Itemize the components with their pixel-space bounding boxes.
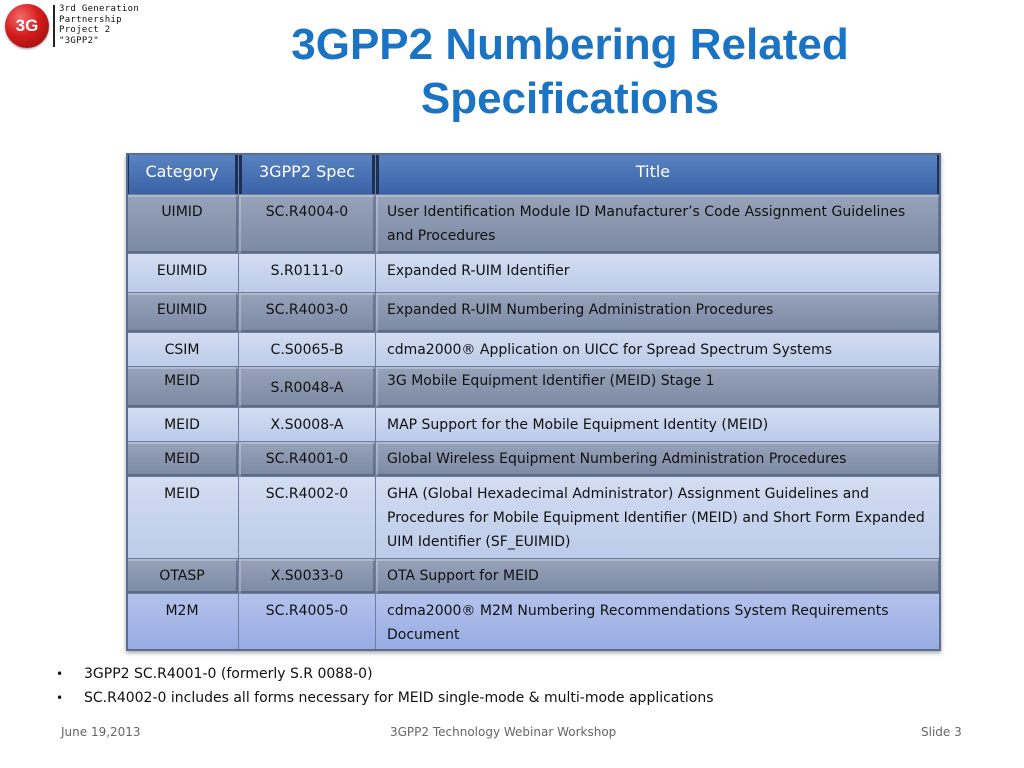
logo-divider xyxy=(53,5,55,47)
spec-cell: SC.R4003-0 xyxy=(239,293,376,333)
category-cell: M2M xyxy=(126,594,239,651)
list-item xyxy=(56,662,714,686)
title-cell: User Identification Module ID Manufacturer’s Code Assignment Guidelines and Procedures xyxy=(376,195,941,254)
logo-line: 3rd Generation xyxy=(59,4,140,14)
header-spec: 3GPP2 Spec xyxy=(239,153,376,195)
category-cell: CSIM xyxy=(126,333,239,367)
category-cell: MEID xyxy=(126,442,239,477)
logo-mark: 3G xyxy=(5,4,49,48)
category-cell: MEID xyxy=(126,477,239,559)
logo-line: "3GPP2" xyxy=(59,35,100,46)
table-frame xyxy=(126,153,941,651)
footer-center: 3GPP2 Technology Webinar Workshop xyxy=(390,725,617,739)
title-cell: cdma2000® Application on UICC for Spread Spectrum Systems xyxy=(376,333,941,367)
spec-cell: X.S0008-A xyxy=(239,408,376,442)
category-cell: EUIMID xyxy=(126,254,239,293)
slide-number: Slide 3 xyxy=(921,725,962,739)
title-cell: cdma2000® M2M Numbering Recommendations System Requirements Document xyxy=(376,594,941,651)
notes-list xyxy=(56,662,714,710)
logo-line: Project 2 xyxy=(59,25,111,35)
spec-cell: C.S0065-B xyxy=(239,333,376,367)
title-cell: Global Wireless Equipment Numbering Administration Procedures xyxy=(376,442,941,477)
category-cell: EUIMID xyxy=(126,293,239,333)
category-cell: MEID xyxy=(126,367,239,408)
category-cell: OTASP xyxy=(126,559,239,594)
note-text: SC.R4002-0 includes all forms necessary for MEID single-mode & multi-mode applications xyxy=(84,690,714,706)
title-cell: GHA (Global Hexadecimal Administrator) Assignment Guidelines and Procedures for Mobile Equipment Identifier (MEID) and Short Form Expanded UIM Identifier (SF_EUIMID) xyxy=(376,477,941,559)
logo-text xyxy=(59,4,139,46)
specifications-table xyxy=(126,153,941,651)
logo-line: Partnership xyxy=(59,14,122,25)
bullet-icon: • xyxy=(56,691,64,705)
spec-cell: SC.R4001-0 xyxy=(239,442,376,477)
spec-cell: S.R0111-0 xyxy=(239,254,376,293)
title-cell: MAP Support for the Mobile Equipment Identity (MEID) xyxy=(376,408,941,442)
category-cell: UIMID xyxy=(126,195,239,254)
footer-date: June 19,2013 xyxy=(61,725,141,739)
slide-title: 3GPP2 Numbering Related Specifications xyxy=(291,20,849,123)
header-title: Title xyxy=(376,153,941,195)
spec-cell: SC.R4002-0 xyxy=(239,477,376,559)
title-cell: Expanded R-UIM Identifier xyxy=(376,254,941,293)
title-cell: Expanded R-UIM Numbering Administration Procedures xyxy=(376,293,941,333)
title-cell: OTA Support for MEID xyxy=(376,559,941,594)
spec-cell: S.R0048-A xyxy=(239,367,376,408)
bullet-icon: • xyxy=(56,667,64,681)
spec-cell: SC.R4005-0 xyxy=(239,594,376,651)
spec-cell: X.S0033-0 xyxy=(239,559,376,594)
category-cell: MEID xyxy=(126,408,239,442)
header-category: Category xyxy=(126,153,239,195)
spec-cell: SC.R4004-0 xyxy=(239,195,376,254)
list-item xyxy=(56,686,714,710)
title-cell: 3G Mobile Equipment Identifier (MEID) Stage 1 xyxy=(376,367,941,408)
3gpp2-logo xyxy=(3,2,163,50)
note-text: 3GPP2 SC.R4001-0 (formerly S.R 0088-0) xyxy=(84,666,373,682)
